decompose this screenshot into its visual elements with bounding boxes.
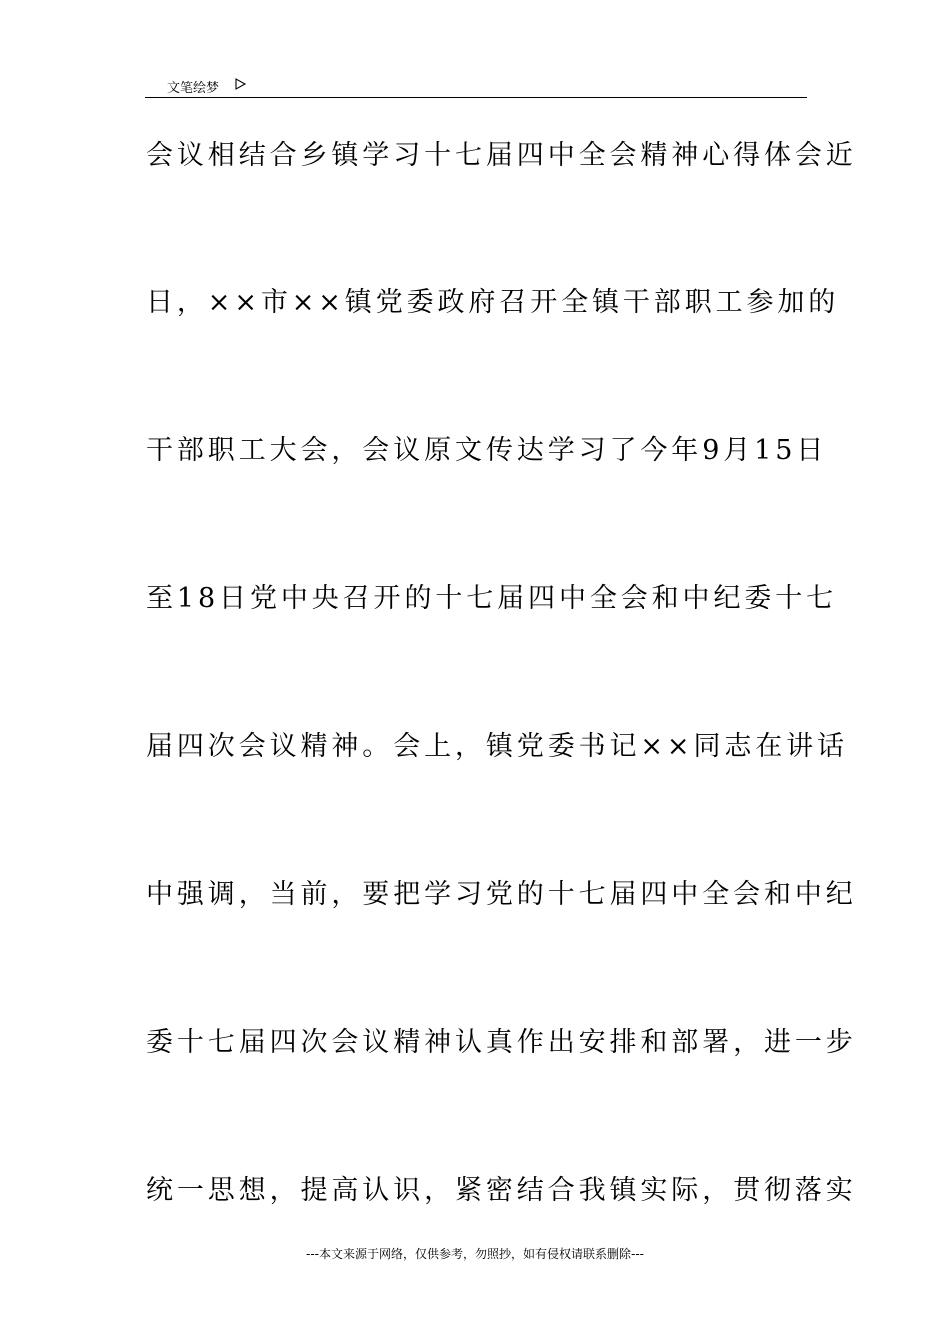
body-line-7: 委十七届四次会议精神认真作出安排和部署，进一步 xyxy=(146,1027,857,1058)
brand-title: 文笔绘梦 xyxy=(167,81,220,96)
triangle-right-outline-icon xyxy=(235,78,247,90)
body-line-1: 会议相结合乡镇学习十七届四中全会精神心得体会近 xyxy=(146,140,857,171)
body-line-5: 届四次会议精神。会上，镇党委书记××同志在讲话 xyxy=(146,731,848,762)
body-line-3: 干部职工大会，会议原文传达学习了今年9月15日 xyxy=(146,435,828,466)
body-line-8: 统一思想，提高认识，紧密结合我镇实际，贯彻落实 xyxy=(146,1175,857,1206)
body-line-4: 至18日党中央召开的十七届四中全会和中纪委十七 xyxy=(146,583,838,614)
page-header xyxy=(145,74,807,98)
footer-notice: ---本文来源于网络，仅供参考，勿照抄，如有侵权请联系删除--- xyxy=(306,1247,644,1261)
body-line-2: 日，××市××镇党委政府召开全镇干部职工参加的 xyxy=(146,287,840,318)
body-line-6: 中强调，当前，要把学习党的十七届四中全会和中纪 xyxy=(146,879,857,910)
header-divider xyxy=(145,97,807,98)
